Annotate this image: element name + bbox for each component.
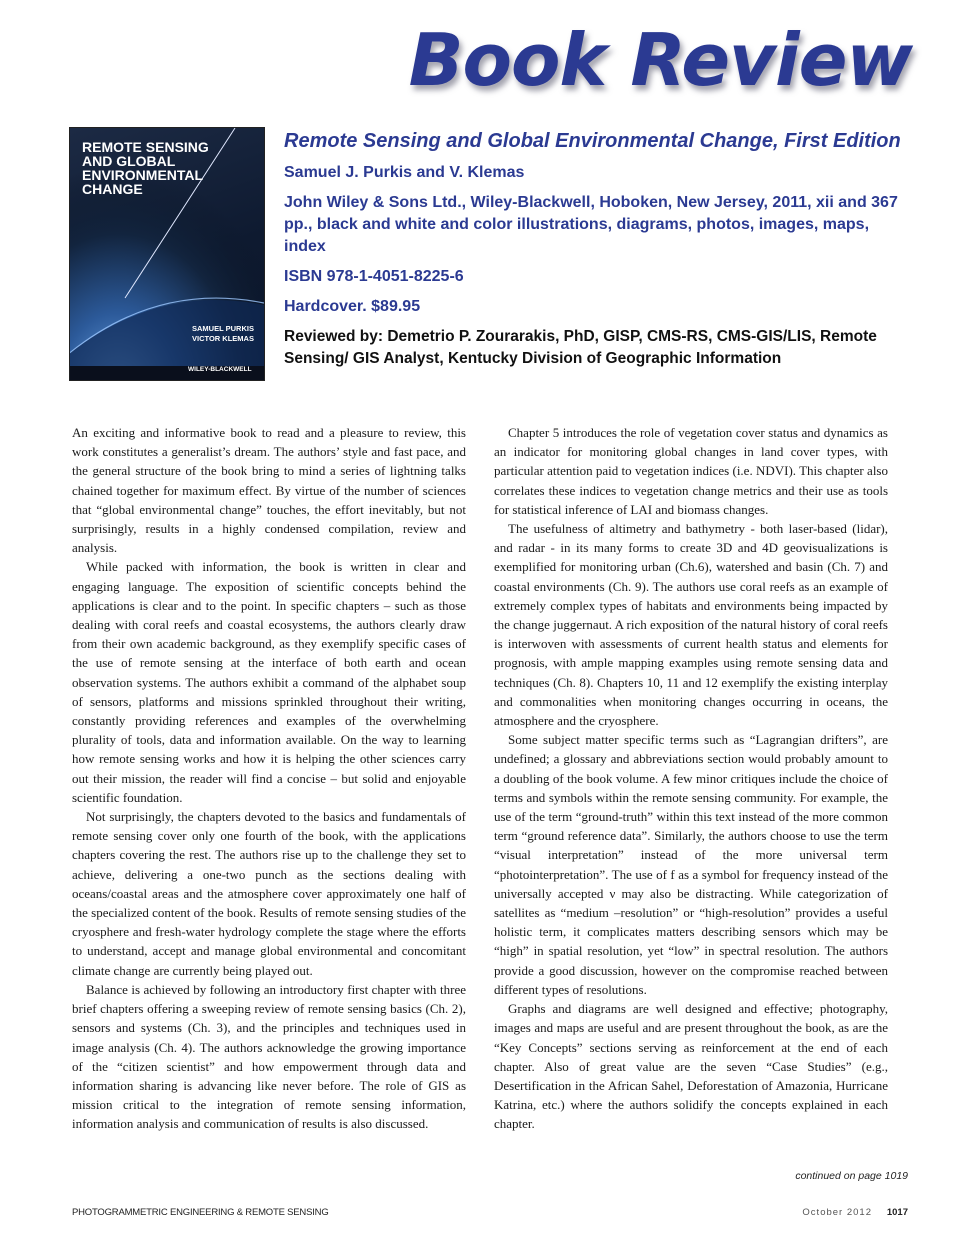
cover-publisher: WILEY-BLACKWELL <box>188 366 252 373</box>
paragraph: Not surprisingly, the chapters devoted to the basics and fundamentals of remote sensing cover only one fourth of the book, with the applications chapters covering the rest. The authors rise up to the challenge they set to achieve, delivering a one-two punch as the sections dealing with oceans/coastal areas and the atmosphere cover approximately one half of the specialized content of the book. Results of remote sensing studies of the cryosphere and fresh-water hydrology complete the stage where the efforts to understand, accept and manage global environmental and concomitant climate change are currently being played out. <box>72 809 466 978</box>
right-column <box>494 423 888 1134</box>
book-authors: Samuel J. Purkis and V. Klemas <box>284 164 525 181</box>
journal-name: PHOTOGRAMMETRIC ENGINEERING & REMOTE SENSING <box>72 1207 329 1218</box>
paragraph: Chapter 5 introduces the role of vegetation cover status and dynamics as an indicator for monitoring global changes in land cover types, with particular attention paid to vegetation indices (i.e. NDVI). This chapter also correlates these indices to vegetation change metrics and their use as tools for statistical inference of LAI and biomass changes. <box>494 425 888 517</box>
left-column <box>72 423 466 1134</box>
paragraph: Balance is achieved by following an introductory first chapter with three brief chapters offering a sweeping review of remote sensing basics (Ch. 2), sensors and systems (Ch. 3), and the principles and techniques used in image analysis (Ch. 4). The authors acknowledge the growing importance of the “citizen scientist” and how empowerment through data and information sharing is advancing like never before. The role of GIS as mission critical to the integration of remote sensing information, information analysis and communication of results is also discussed. <box>72 981 466 1132</box>
book-title: Remote Sensing and Global Environmental Change, First Edition <box>284 130 901 152</box>
issue-date: October 2012 <box>802 1207 872 1218</box>
paragraph: While packed with information, the book is written in clear and engaging language. The exposition of scientific concepts behind the applications is clear and to the point. In specific chapters – such as those dealing with coral reefs and coastal ecosystems, the authors clearly draw from their own academic background, as they exemplify specific cases of the use of remote sensing at the interface of both earth and ocean observation systems. The authors exhibit a command of the alphabet soup of sensors, platforms and missions sprinkled throughout their writing, constantly providing references and examples of the overwhelming plurality of tools, data and information available. On the way to learning how remote sensing works and how it is helping the other sciences carry out their mission, the reader will find a concise – but solid and enjoyable scientific foundation. <box>72 559 466 805</box>
price: Hardcover. $89.95 <box>284 298 421 315</box>
book-details <box>284 128 904 370</box>
continued-note: continued on page 1019 <box>795 1170 908 1182</box>
paragraph: Graphs and diagrams are well designed and effective; photography, images and maps are useful and are present throughout the book, as are the “Key Concepts” sections serving as reinforcement at the end of each chapter. Also of great value are the seven “Case Studies” (e.g., Desertification in the African Sahel, Deforestation of Amazonia, Hurricane Katrina, etc.) where the authors solidify the concepts explained in each chapter. <box>494 1001 888 1132</box>
publication-details: John Wiley & Sons Ltd., Wiley-Blackwell, Hoboken, New Jersey, 2011, xii and 367 pp., black and white and color illustrations, diagrams, photos, images, maps, index <box>284 194 898 255</box>
cover-authors: SAMUEL PURKIS VICTOR KLEMAS <box>192 324 254 343</box>
paragraph: The usefulness of altimetry and bathymetry - both laser-based (lidar), and radar - in its many forms to create 3D and 4D geovisualizations is exemplified for monitoring urban (Ch.6), watershed and basin (Ch. 7) and coastal environments (Ch. 9). The authors use coral reefs as an example of extremely complex types of habitats and environments being impacted by the change juggernaut. A rich exposition of the natural history of coral reefs is interwoven with assessments of current health status and elements for prognosis, with ample mapping examples using remote sensing data and techniques (Ch. 8). Chapters 10, 11 and 12 exemplify the existing interplay and commonalities when monitoring changes occurring in oceans, the atmosphere and the cryosphere. <box>494 521 888 729</box>
page-footer <box>72 1207 908 1223</box>
book-cover-image <box>70 128 264 380</box>
paragraph: An exciting and informative book to read and a pleasure to review, this work constitutes a generalist’s dream. The authors’ style and fast pace, and the general structure of the book bring to mind a series of lightning talks chained together for maximum effect. By virtue of the number of sciences that “global environmental change” touches, the effort inevitably, but not surprisingly, results in a highly condensed compilation, review and analysis. <box>72 425 466 556</box>
paragraph: Some subject matter specific terms such as “Lagrangian drifters”, are undefined; a glossary and abbreviations section would probably amount to a doubling of the book volume. A few minor critiques include the choice of terms and symbols within the remote sensing community. For example, the use of the term “ground-truth” within this text instead of the more common term “ground reference data”. Similarly, the authors choose to use the term “visual interpretation” instead of the more universal term “photointerpretation”. The use of f as a symbol for frequency instead of the universally accepted ν may also be distracting. While categorization of satellites as “medium –resolution” or “high-resolution” provides a useful holistic term, it complicates matters describing sensors which may be “high” in spatial resolution, yet “low” in spectral resolution. The authors provide a good discussion, however on the compromise reached between different types of resolutions. <box>494 732 888 997</box>
reviewer-credit: Reviewed by: Demetrio P. Zourarakis, PhD, GISP, CMS-RS, CMS-GIS/LIS, Remote Sensing/ GIS Analyst, Kentucky Division of Geographic Information <box>284 328 877 367</box>
isbn: ISBN 978-1-4051-8225-6 <box>284 268 464 285</box>
page-title: Book Review <box>408 18 912 102</box>
cover-title: REMOTE SENSING AND GLOBAL ENVIRONMENTAL CHANGE <box>82 139 209 197</box>
page-number: 1017 <box>886 1207 908 1218</box>
